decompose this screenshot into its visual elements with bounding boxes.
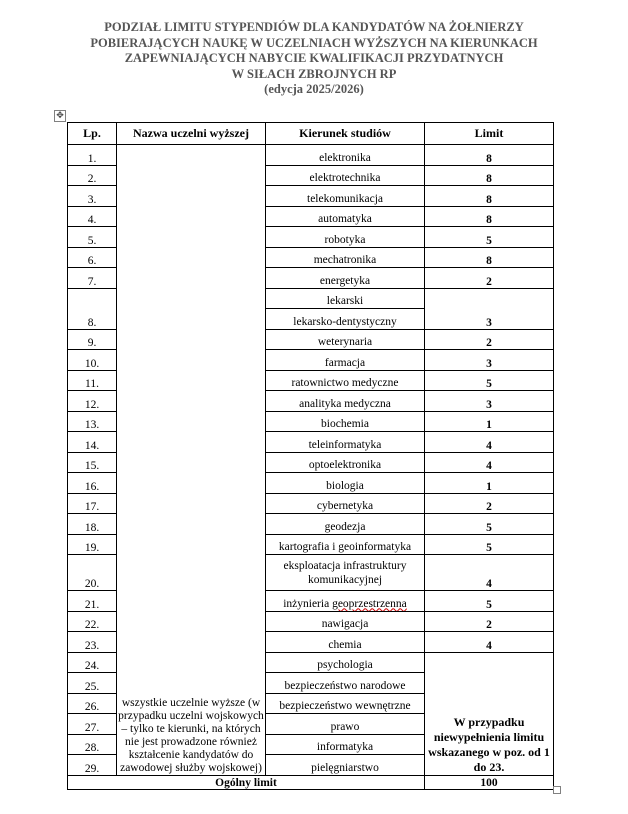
row-number: 3.	[68, 186, 117, 207]
limit-cell: 8	[425, 186, 554, 207]
limit-cell: 8	[425, 247, 554, 268]
scholarship-limits-table	[67, 122, 554, 790]
table-resize-handle-icon[interactable]	[553, 786, 561, 794]
limit-cell: 5	[425, 534, 554, 555]
table-row	[68, 145, 554, 166]
title-line-1: PODZIAŁ LIMITU STYPENDIÓW DLA KANDYDATÓW NA ŻOŁNIERZY	[104, 20, 524, 34]
table-move-handle-icon[interactable]: ✥	[54, 110, 66, 122]
row-number: 25.	[68, 673, 117, 694]
course-cell: analityka medyczna	[266, 391, 425, 412]
course-cell: elektrotechnika	[266, 165, 425, 186]
total-value: 100	[425, 775, 554, 789]
row-number: 17.	[68, 493, 117, 514]
title-line-3: ZAPEWNIAJĄCYCH NABYCIE KWALIFIKACJI PRZYDATNYCH	[124, 51, 504, 65]
course-cell: chemia	[266, 632, 425, 653]
course-cell: automatyka	[266, 206, 425, 227]
limit-cell: 2	[425, 611, 554, 632]
course-cell: ratownictwo medyczne	[266, 370, 425, 391]
row-number: 10.	[68, 350, 117, 371]
limit-cell: 5	[425, 227, 554, 248]
course-cell: eksploatacja infrastruktury komunikacyjnej	[266, 555, 425, 591]
course-cell: robotyka	[266, 227, 425, 248]
title-line-4: W SIŁACH ZBROJNYCH RP	[231, 66, 397, 81]
limit-cell: 4	[425, 632, 554, 653]
title-edition: (edycja 2025/2026)	[264, 82, 364, 96]
course-text: inżynieria	[283, 597, 333, 610]
course-cell: mechatronika	[266, 247, 425, 268]
course-cell: telekomunikacja	[266, 186, 425, 207]
course-cell: lekarsko-dentystyczny	[266, 309, 425, 330]
row-number: 26.	[68, 693, 117, 714]
row-number: 20.	[68, 555, 117, 591]
table-header-row	[68, 123, 554, 145]
limit-cell: 2	[425, 329, 554, 350]
limit-cell: 1	[425, 473, 554, 494]
header-lp: Lp.	[68, 123, 117, 145]
header-limit: Limit	[425, 123, 554, 145]
limit-cell: 1	[425, 411, 554, 432]
university-cell: wszystkie uczelnie wyższe (w przypadku uczelni wojskowych – tylko te kierunki, na których nie jest prowadzone również kształcenie kandydatów do zawodowej służby wojskowej)	[117, 145, 266, 776]
row-number: 6.	[68, 247, 117, 268]
spellcheck-marked-word: geoprzestrzenna	[332, 597, 407, 610]
row-number: 9.	[68, 329, 117, 350]
row-number: 18.	[68, 514, 117, 535]
row-number: 21.	[68, 591, 117, 612]
limit-cell: 8	[425, 206, 554, 227]
title-line-2: POBIERAJĄCYCH NAUKĘ W UCZELNIACH WYŻSZYCH NA KIERUNKACH	[90, 35, 538, 50]
course-cell: cybernetyka	[266, 493, 425, 514]
limit-cell: 2	[425, 268, 554, 289]
header-university: Nazwa uczelni wyższej	[117, 123, 266, 145]
row-number: 29.	[68, 755, 117, 776]
row-number: 16.	[68, 473, 117, 494]
limit-cell: 2	[425, 493, 554, 514]
course-cell: nawigacja	[266, 611, 425, 632]
course-cell: bezpieczeństwo wewnętrzne	[266, 693, 425, 714]
row-number: 12.	[68, 391, 117, 412]
course-cell: psychologia	[266, 652, 425, 673]
course-cell: farmacja	[266, 350, 425, 371]
course-cell: informatyka	[266, 734, 425, 755]
course-cell: geodezja	[266, 514, 425, 535]
row-number: 8.	[68, 288, 117, 329]
course-cell: biologia	[266, 473, 425, 494]
row-number: 4.	[68, 206, 117, 227]
course-cell: elektronika	[266, 145, 425, 166]
limit-cell: 8	[425, 165, 554, 186]
limit-cell: 4	[425, 555, 554, 591]
limit-cell: 8	[425, 145, 554, 166]
row-number: 11.	[68, 370, 117, 391]
row-number: 7.	[68, 268, 117, 289]
header-course: Kierunek studiów	[266, 123, 425, 145]
row-number: 28.	[68, 734, 117, 755]
course-cell: weterynaria	[266, 329, 425, 350]
row-number: 1.	[68, 145, 117, 166]
row-number: 14.	[68, 432, 117, 453]
limit-cell: 5	[425, 514, 554, 535]
limit-cell: 4	[425, 452, 554, 473]
row-number: 22.	[68, 611, 117, 632]
row-number: 23.	[68, 632, 117, 653]
course-cell: bezpieczeństwo narodowe	[266, 673, 425, 694]
total-row	[68, 775, 554, 789]
limit-cell: 3	[425, 350, 554, 371]
course-cell: teleinformatyka	[266, 432, 425, 453]
row-number: 15.	[68, 452, 117, 473]
row-number: 13.	[68, 411, 117, 432]
course-cell: lekarski	[266, 288, 425, 309]
limit-note-cell: W przypadku niewypełnienia limitu wskazanego w poz. od 1 do 23.	[425, 652, 554, 775]
row-number: 24.	[68, 652, 117, 673]
course-cell	[266, 591, 425, 612]
limit-cell: 4	[425, 432, 554, 453]
limit-cell: 3	[425, 288, 554, 329]
course-cell: optoelektronika	[266, 452, 425, 473]
course-cell: pielęgniarstwo	[266, 755, 425, 776]
limit-cell: 5	[425, 370, 554, 391]
limit-cell: 3	[425, 391, 554, 412]
row-number: 5.	[68, 227, 117, 248]
course-cell: prawo	[266, 714, 425, 735]
total-label: Ogólny limit	[68, 775, 425, 789]
course-cell: kartografia i geoinformatyka	[266, 534, 425, 555]
limit-cell: 5	[425, 591, 554, 612]
course-cell: energetyka	[266, 268, 425, 289]
row-number: 19.	[68, 534, 117, 555]
document-title	[0, 20, 628, 98]
row-number: 27.	[68, 714, 117, 735]
row-number: 2.	[68, 165, 117, 186]
course-cell: biochemia	[266, 411, 425, 432]
